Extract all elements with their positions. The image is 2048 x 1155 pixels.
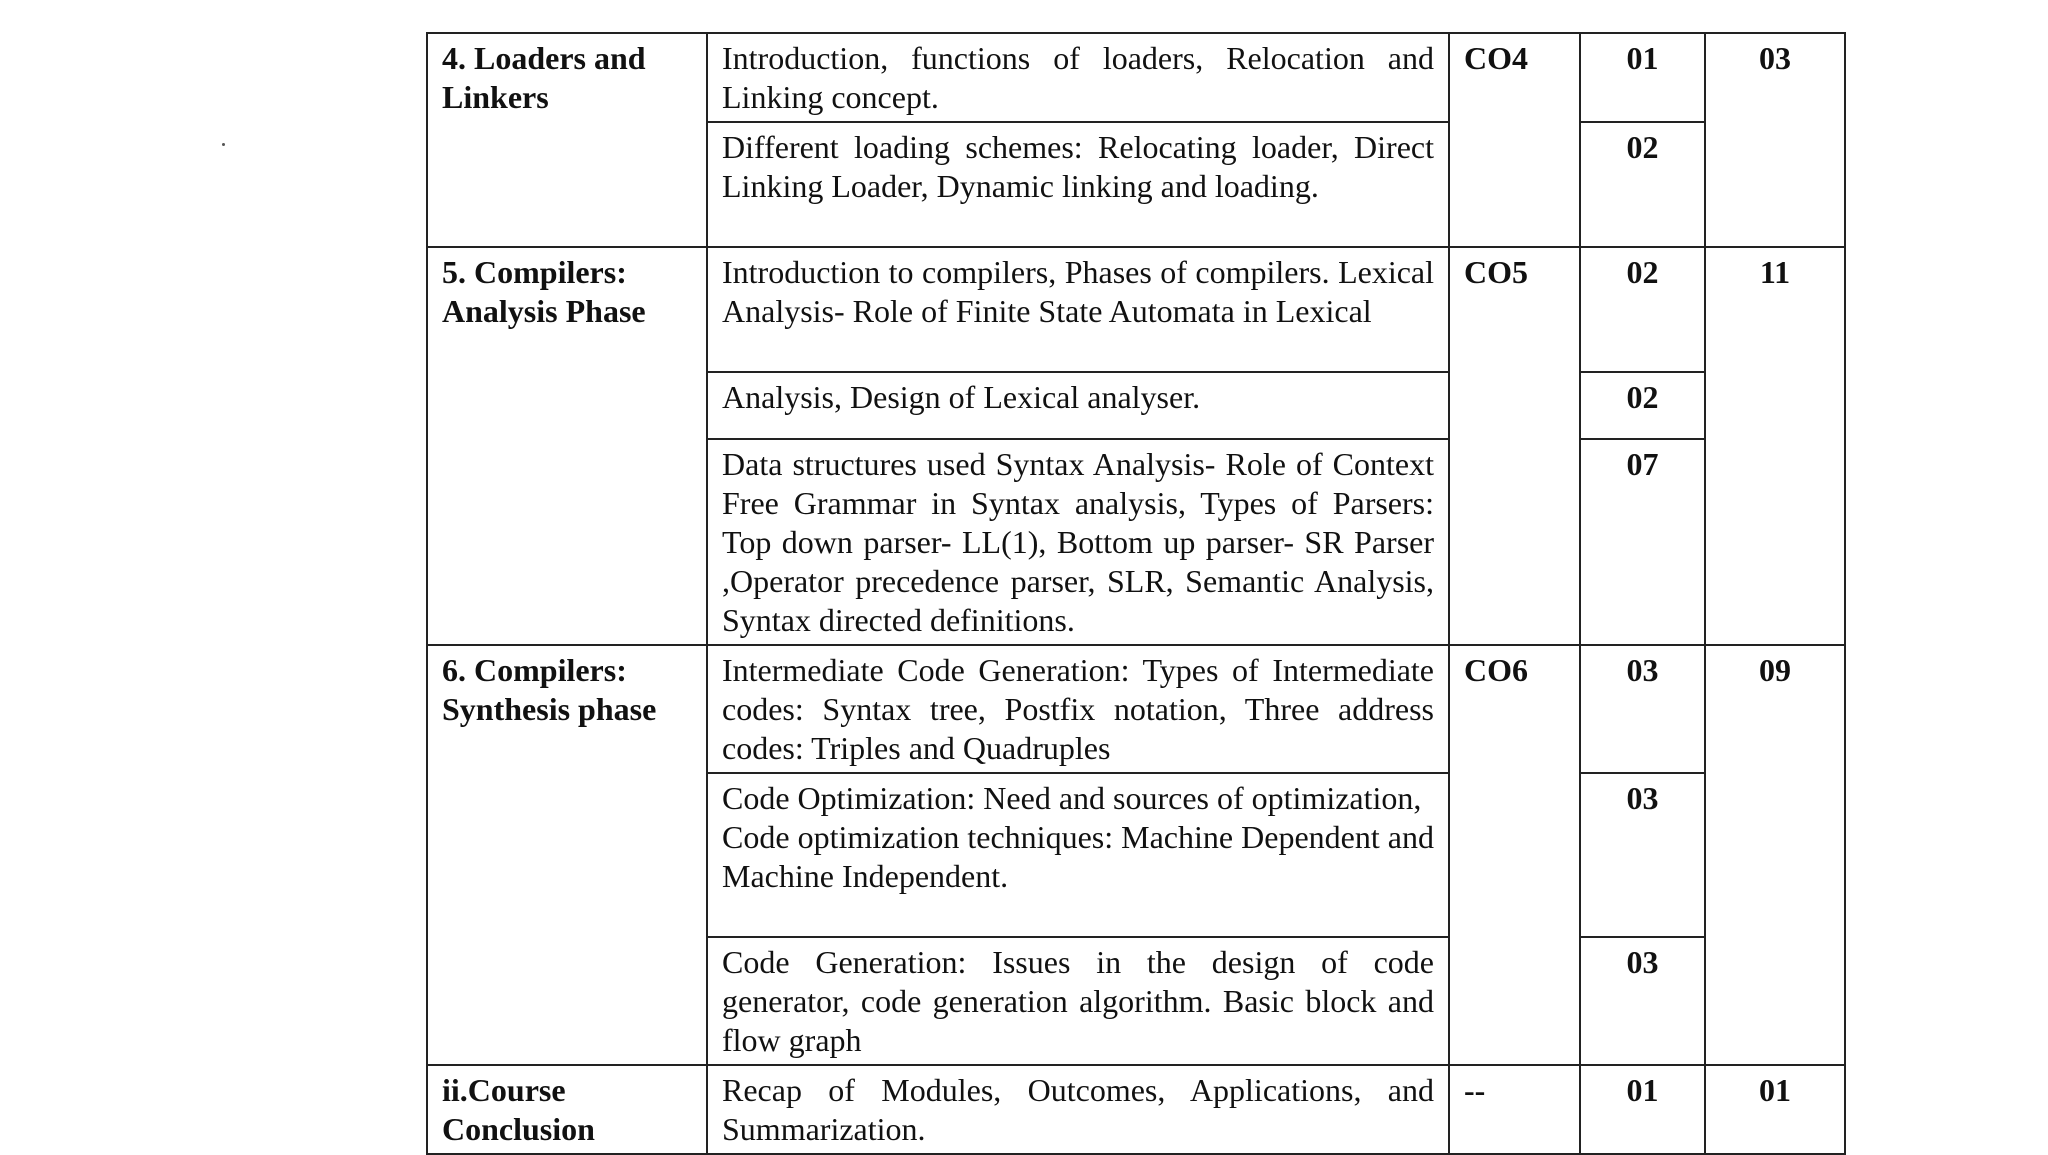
module-title: Synthesis phase <box>442 691 657 727</box>
co-cell: CO6 <box>1449 645 1580 1065</box>
module-title: Linkers <box>442 79 549 115</box>
table-row <box>427 247 1845 372</box>
module-cell-6 <box>427 645 707 1065</box>
hours-cell: 02 <box>1580 372 1705 439</box>
topic-cell: Analysis, Design of Lexical analyser. <box>707 372 1449 439</box>
module-title: 4. Loaders and <box>442 40 646 76</box>
module-title: Analysis Phase <box>442 293 646 329</box>
topic-cell: Introduction to compilers, Phases of compilers. Lexical Analysis- Role of Finite State Automata in Lexical <box>707 247 1449 372</box>
hours-cell: 03 <box>1580 937 1705 1065</box>
hours-cell: 02 <box>1580 247 1705 372</box>
table-row <box>427 33 1845 122</box>
co-cell: -- <box>1449 1065 1580 1154</box>
hours-cell: 07 <box>1580 439 1705 645</box>
module-title: ii.Course <box>442 1072 566 1108</box>
topic-cell: Introduction, functions of loaders, Relocation and Linking concept. <box>707 33 1449 122</box>
stray-dot <box>222 143 225 146</box>
module-cell-5 <box>427 247 707 645</box>
hours-cell: 01 <box>1580 1065 1705 1154</box>
topic-cell: Different loading schemes: Relocating loader, Direct Linking Loader, Dynamic linking and loading. <box>707 122 1449 247</box>
hours-cell: 03 <box>1580 645 1705 773</box>
topic-cell: Intermediate Code Generation: Types of Intermediate codes: Syntax tree, Postfix notation, Three address codes: Triples and Quadruples <box>707 645 1449 773</box>
syllabus-table <box>426 32 1846 1155</box>
topic-cell <box>707 773 1449 937</box>
hours-cell: 01 <box>1580 33 1705 122</box>
total-hours-cell: 11 <box>1705 247 1845 645</box>
topic-cell: Code Generation: Issues in the design of code generator, code generation algorithm. Basic block and flow graph <box>707 937 1449 1065</box>
co-cell: CO5 <box>1449 247 1580 645</box>
topic-text: Code Optimization: Need and sources of optimization, <box>722 780 1422 816</box>
table-row <box>427 1065 1845 1154</box>
topic-cell: Data structures used Syntax Analysis- Role of Context Free Grammar in Syntax analysis, Types of Parsers: Top down parser- LL(1), Bottom up parser- SR Parser ,Operator precedence parser, SLR, Semantic Analysis, Syntax directed definitions. <box>707 439 1449 645</box>
hours-cell: 03 <box>1580 773 1705 937</box>
module-title: 6. Compilers: <box>442 652 627 688</box>
co-cell: CO4 <box>1449 33 1580 247</box>
module-title: 5. Compilers: <box>442 254 627 290</box>
total-hours-cell: 09 <box>1705 645 1845 1065</box>
module-cell-conclusion <box>427 1065 707 1154</box>
hours-cell: 02 <box>1580 122 1705 247</box>
topic-text: Code optimization techniques: Machine Dependent and Machine Independent. <box>722 819 1434 894</box>
total-hours-cell: 03 <box>1705 33 1845 247</box>
total-hours-cell: 01 <box>1705 1065 1845 1154</box>
module-cell-4 <box>427 33 707 247</box>
table-row <box>427 645 1845 773</box>
topic-cell: Recap of Modules, Outcomes, Applications, and Summarization. <box>707 1065 1449 1154</box>
module-title: Conclusion <box>442 1111 595 1147</box>
